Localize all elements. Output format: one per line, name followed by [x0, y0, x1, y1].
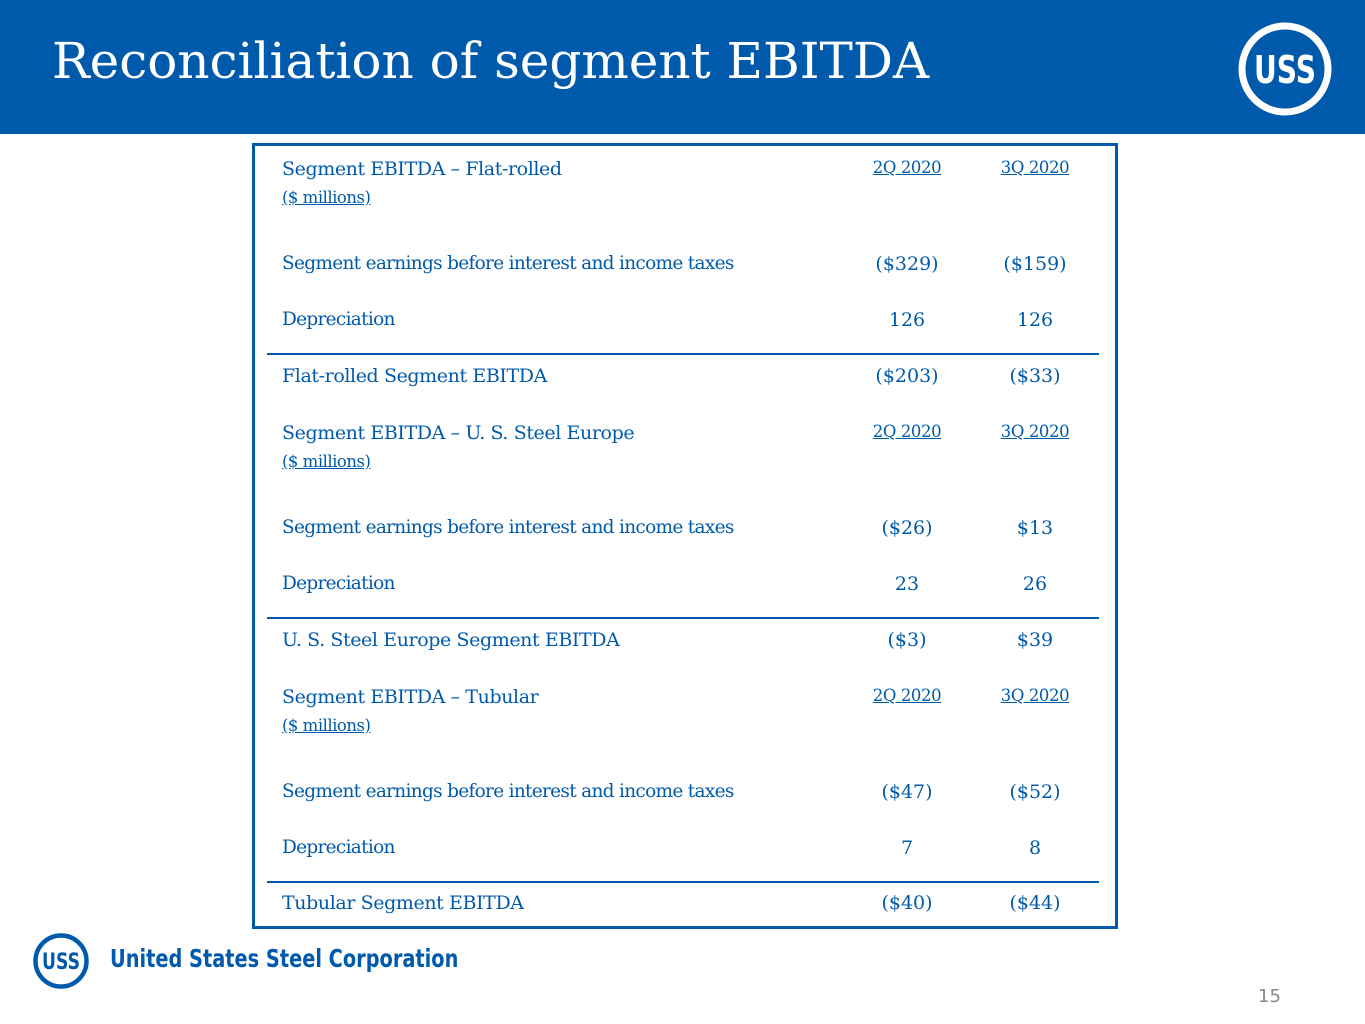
table-row [282, 309, 1112, 337]
row-value-2q: 126 [888, 309, 926, 331]
row-label: Segment earnings before interest and income taxes [282, 517, 734, 538]
total-row [282, 892, 1112, 920]
row-value-2q: ($26) [881, 517, 933, 539]
column-header-3q2020: 3Q 2020 [1000, 158, 1070, 177]
uss-logo-icon [32, 932, 90, 990]
column-header-2q2020: 2Q 2020 [872, 158, 942, 177]
table-row [282, 253, 1112, 281]
total-divider [267, 881, 1099, 883]
total-label: Flat-rolled Segment EBITDA [282, 365, 547, 387]
svg-text:USS: USS [42, 950, 80, 975]
svg-text:USS: USS [1254, 48, 1316, 92]
total-divider [267, 617, 1099, 619]
units-label: ($ millions) [282, 716, 371, 735]
column-header-3q2020: 3Q 2020 [1000, 422, 1070, 441]
total-value-3q: ($44) [1009, 892, 1061, 914]
table-row [282, 781, 1112, 809]
page-title: Reconciliation of segment EBITDA [52, 32, 930, 90]
section-header-flat-rolled [282, 158, 1112, 186]
column-header-3q2020: 3Q 2020 [1000, 686, 1070, 705]
section-heading: Segment EBITDA – Tubular [282, 686, 539, 708]
total-label: U. S. Steel Europe Segment EBITDA [282, 629, 620, 651]
section-header-tubular [282, 686, 1112, 714]
table-row [282, 517, 1112, 545]
table-row [282, 573, 1112, 601]
row-value-3q: ($52) [1009, 781, 1061, 803]
column-header-2q2020: 2Q 2020 [872, 686, 942, 705]
uss-logo-icon [1237, 21, 1333, 117]
row-label: Segment earnings before interest and income taxes [282, 781, 734, 802]
row-value-2q: 23 [894, 573, 920, 595]
total-value-2q: ($3) [887, 629, 927, 651]
row-value-3q: 126 [1016, 309, 1054, 331]
title-bar [0, 0, 1365, 134]
total-row [282, 365, 1112, 393]
page-number: 15 [1258, 986, 1281, 1007]
row-label: Depreciation [282, 573, 395, 594]
row-value-3q: 8 [1028, 837, 1042, 859]
row-value-3q: $13 [1016, 517, 1054, 539]
section-heading: Segment EBITDA – Flat-rolled [282, 158, 562, 180]
total-row [282, 629, 1112, 657]
row-value-2q: 7 [900, 837, 914, 859]
company-name: United States Steel Corporation [110, 944, 459, 973]
total-label: Tubular Segment EBITDA [282, 892, 524, 914]
row-label: Depreciation [282, 837, 395, 858]
row-label: Segment earnings before interest and income taxes [282, 253, 734, 274]
total-value-3q: ($33) [1009, 365, 1061, 387]
row-value-3q: 26 [1022, 573, 1048, 595]
total-divider [267, 353, 1099, 355]
section-heading: Segment EBITDA – U. S. Steel Europe [282, 422, 635, 444]
row-value-2q: ($47) [881, 781, 933, 803]
section-header-usse [282, 422, 1112, 450]
table-row [282, 837, 1112, 865]
total-value-3q: $39 [1016, 629, 1054, 651]
row-value-3q: ($159) [1003, 253, 1067, 275]
row-value-2q: ($329) [875, 253, 939, 275]
units-label: ($ millions) [282, 188, 371, 207]
row-label: Depreciation [282, 309, 395, 330]
column-header-2q2020: 2Q 2020 [872, 422, 942, 441]
units-label: ($ millions) [282, 452, 371, 471]
total-value-2q: ($40) [881, 892, 933, 914]
total-value-2q: ($203) [875, 365, 939, 387]
